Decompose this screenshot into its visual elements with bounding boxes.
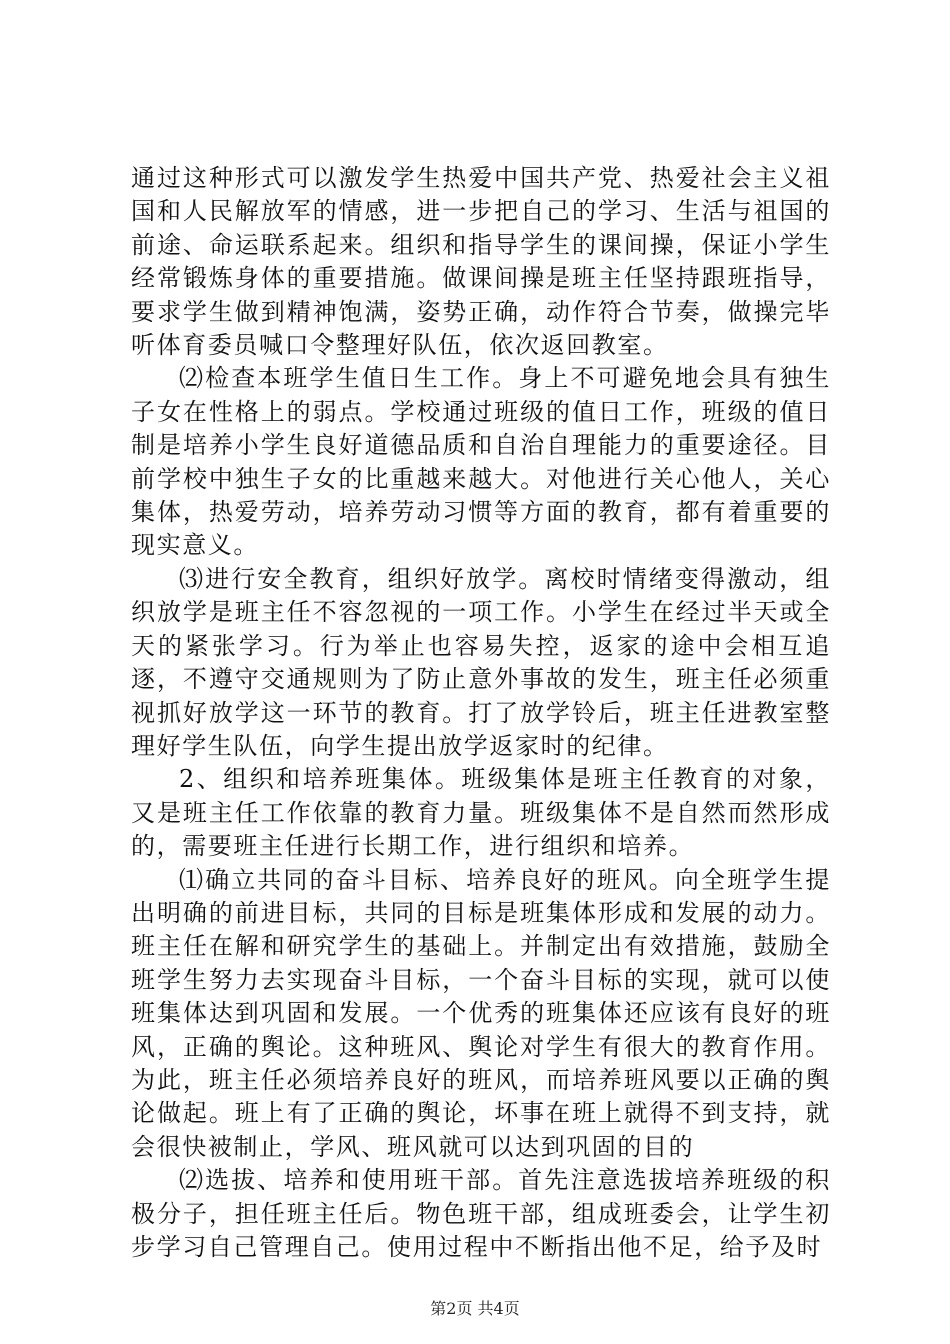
document-body bbox=[131, 162, 831, 1264]
paragraph-5: ⑴确立共同的奋斗目标、培养良好的班风。向全班学生提出明确的前进目标，共同的目标是班集体形成和发展的动力。班主任在解和研究学生的基础上。并制定出有效措施，鼓励全班学生努力去实现奋斗目标，一个奋斗目标的实现，就可以使班集体达到巩固和发展。一个优秀的班集体还应该有良好的班风，正确的舆论。这种班风、舆论对学生有很大的教育作用。为此，班主任必须培养良好的班风，而培养班风要以正确的舆论做起。班上有了正确的舆论，坏事在班上就得不到支持，就会很快被制止，学风、班风就可以达到巩固的目的 bbox=[131, 865, 831, 1161]
page-footer: 第2页 共4页 bbox=[430, 1299, 520, 1318]
paragraph-1: 通过这种形式可以激发学生热爱中国共产党、热爱社会主义祖国和人民解放军的情感，进一步把自己的学习、生活与祖国的前途、命运联系起来。组织和指导学生的课间操，保证小学生经常锻炼身体的重要措施。做课间操是班主任坚持跟班指导，要求学生做到精神饱满，姿势正确，动作符合节奏，做操完毕听体育委员喊口令整理好队伍，依次返回教室。 bbox=[131, 164, 831, 360]
paragraph-4: 2、组织和培养班集体。班级集体是班主任教育的对象，又是班主任工作依靠的教育力量。班级集体不是自然而然形成的，需要班主任进行长期工作，进行组织和培养。 bbox=[131, 765, 831, 861]
paragraph-6: ⑵选拔、培养和使用班干部。首先注意选拔培养班级的积极分子，担任班主任后。物色班干部，组成班委会，让学生初步学习自己管理自己。使用过程中不断指出他不足，给予及时 bbox=[131, 1166, 831, 1261]
paragraph-3: ⑶进行安全教育，组织好放学。离校时情绪变得激动，组织放学是班主任不容忽视的一项工作。小学生在经过半天或全天的紧张学习。行为举止也容易失控，返家的途中会相互追逐，不遵守交通规则为了防止意外事故的发生，班主任必须重视抓好放学这一环节的教育。打了放学铃后，班主任进教室整理好学生队伍，向学生提出放学返家时的纪律。 bbox=[131, 564, 831, 760]
paragraph-2: ⑵检查本班学生值日生工作。身上不可避免地会具有独生子女在性格上的弱点。学校通过班级的值日工作，班级的值日制是培养小学生良好道德品质和自治自理能力的重要途径。目前学校中独生子女的比重越来越大。对他进行关心他人，关心集体，热爱劳动，培养劳动习惯等方面的教育，都有着重要的现实意义。 bbox=[131, 364, 831, 560]
